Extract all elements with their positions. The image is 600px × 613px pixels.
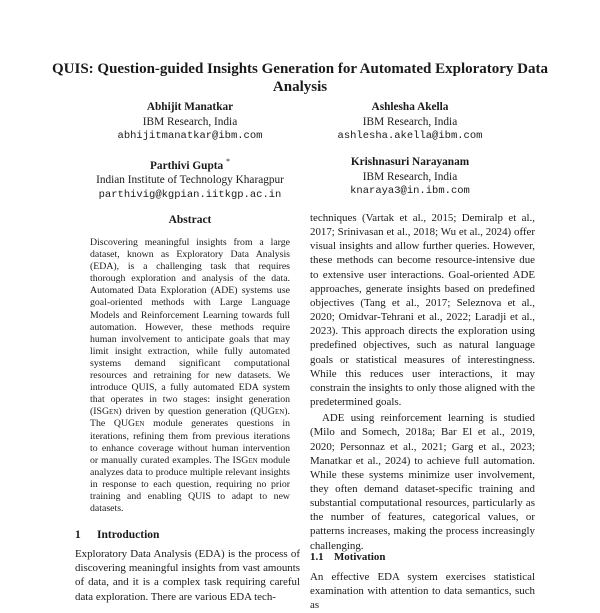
footnote-mark: * (225, 157, 230, 166)
author-name: Parthivi Gupta (150, 159, 224, 172)
section-title: Introduction (97, 529, 160, 541)
intro-paragraph: Exploratory Data Analysis (EDA) is the process of discovering meaningful insights from vast amounts of data, and it is a complex task requiring careful data exploration. There are various EDA tech- (75, 548, 300, 603)
author-name: Krishnasuri Narayanam (350, 156, 470, 168)
author-email: parthivig@kgpian.iitkgp.ac.in (98, 188, 282, 201)
subsection-heading (310, 551, 385, 563)
subsection-number: 1.1 (310, 551, 324, 563)
body-paragraph: techniques (Vartak et al., 2015; Demiralp et al., 2017; Srinivasan et al., 2018; Wu et al., 2024) offer visual insights and allow further queries. However, these methods can become resource-intensive due to extensive user interactions. Goal-oriented ADE approaches, generate insights based on predefined objectives (Tang et al., 2017; Seleznova et al., 2020; Omidvar-Tehrani et al., 2022; Laradji et al., 2023). This approach directs the exploration using predefined objectives, such as natural language goals or statistical measures of interestingness. While this reduces user interactions, it may constrain the insights to only those aligned with the predetermined goals. (310, 212, 535, 409)
author-email: abhijitmanatkar@ibm.com (117, 130, 263, 142)
author-email: ashlesha.akella@ibm.com (337, 130, 483, 142)
author-affiliation: IBM Research, India (362, 170, 458, 183)
author-email: knaraya3@in.ibm.com (350, 185, 470, 197)
section-heading (75, 529, 159, 541)
author-name: Ashlesha Akella (371, 101, 449, 113)
right-column (310, 211, 535, 553)
author-affiliation: IBM Research, India (142, 115, 238, 128)
motivation-paragraph: An effective EDA system exercises statistical examination with attention to data semantics, such as (310, 571, 535, 612)
abstract-heading: Abstract (168, 214, 212, 226)
author-block (280, 100, 540, 144)
author-affiliation: IBM Research, India (362, 115, 458, 128)
subsection-title: Motivation (334, 551, 386, 563)
section-number: 1 (75, 529, 81, 541)
author-block (280, 155, 540, 199)
author-name: Abhijit Manatkar (146, 101, 234, 113)
author-affiliation: Indian Institute of Technology Kharagpur (96, 174, 284, 187)
body-paragraph: ADE using reinforcement learning is studied (Milo and Somech, 2018a; Bar El et al., 2019, 2020; Personnaz et al., 2021; Garg et al., 2023; Manatkar et al., 2024) to achieve full automation. While these systems minimize user involvement, they often demand dataset-specific training and substantial computational resources, particularly as the number of features, categorical values, or patterns increases, making the process increasingly challenging. (310, 412, 535, 552)
paper-title: QUIS: Question-guided Insights Generation for Automated Exploratory Data Analysis (52, 61, 548, 95)
abstract-text: Discovering meaningful insights from a large dataset, known as Exploratory Data Analysis (EDA), is a challenging task that requires thorough exploration and analysis of the data. Automated Data Exploration (ADE) systems use goal-oriented methods with Large Language Models and Reinforcement Learning towards full automation. However, these methods require human involvement to anticipate goals that may limit insight extraction, while fully automated systems demand significant computational resources and retraining for new datasets. We introduce QUIS, a fully automated EDA system that operates in two stages: insight generation (ISGen) driven by question generation (QUGen). The QUGen module generates questions in iterations, refining them from previous iterations to enhance coverage without human intervention or manually curated examples. The ISGen module analyzes data to produce multiple relevant insights in response to each question, requiring no prior training and enabling QUIS to adapt to new datasets. (90, 237, 290, 515)
